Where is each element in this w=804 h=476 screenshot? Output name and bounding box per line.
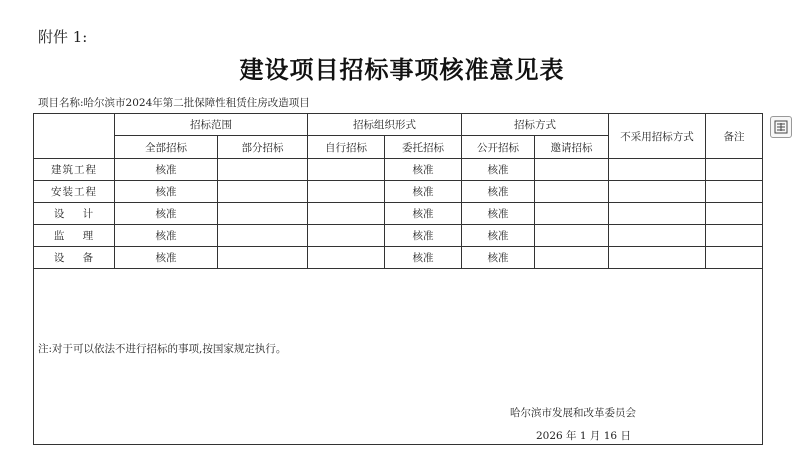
table-cell: 核准 [115, 181, 218, 203]
table-cell [308, 181, 385, 203]
note-text: 注:对于可以依法不进行招标的事项,按国家规定执行。 [38, 343, 287, 355]
table-row [34, 225, 763, 247]
row-label: 监 理 [34, 225, 115, 247]
table-cell [535, 247, 609, 269]
table-cell [308, 247, 385, 269]
header-organization: 招标组织形式 [308, 114, 462, 136]
header-remarks: 备注 [706, 114, 763, 159]
subheader-invited: 邀请招标 [535, 136, 609, 159]
row-label: 设 计 [34, 203, 115, 225]
table-row [34, 247, 763, 269]
subheader-open: 公开招标 [462, 136, 535, 159]
table-cell [308, 225, 385, 247]
row-label: 安装工程 [34, 181, 115, 203]
subheader-full: 全部招标 [115, 136, 218, 159]
table-cell: 核准 [385, 181, 462, 203]
table-cell: 核准 [385, 203, 462, 225]
table-cell [218, 225, 308, 247]
table-cell: 核准 [115, 247, 218, 269]
header-scope: 招标范围 [115, 114, 308, 136]
table-cell [218, 203, 308, 225]
project-name-line: 项目名称:哈尔滨市2024年第二批保障性租赁住房改造项目 [38, 97, 310, 109]
document-title: 建设项目招标事项核准意见表 [239, 55, 565, 84]
table-cell [218, 159, 308, 181]
table-cell [706, 203, 763, 225]
table-cell: 核准 [462, 159, 535, 181]
table-cell [535, 225, 609, 247]
qr-scan-icon[interactable] [770, 116, 792, 138]
table-cell: 核准 [462, 181, 535, 203]
table-cell: 核准 [115, 203, 218, 225]
table-cell [609, 159, 706, 181]
table-cell: 核准 [115, 159, 218, 181]
row-label: 设 备 [34, 247, 115, 269]
table-cell: 核准 [385, 247, 462, 269]
sign-date: 2026 年 1 月 16 日 [536, 430, 631, 442]
header-method: 招标方式 [462, 114, 609, 136]
table-row [34, 159, 763, 181]
approval-table [33, 113, 763, 445]
table-cell [706, 181, 763, 203]
table-cell [609, 225, 706, 247]
table-cell [535, 203, 609, 225]
table-cell [706, 225, 763, 247]
table-cell: 核准 [115, 225, 218, 247]
subheader-entrusted: 委托招标 [385, 136, 462, 159]
table-cell: 核准 [385, 159, 462, 181]
table-cell [218, 181, 308, 203]
table-cell [706, 247, 763, 269]
table-cell [609, 203, 706, 225]
attachment-label: 附件 1: [38, 28, 88, 46]
table-cell [218, 247, 308, 269]
header-no-tender: 不采用招标方式 [609, 114, 706, 159]
table-cell [308, 159, 385, 181]
issuing-authority: 哈尔滨市发展和改革委员会 [510, 407, 636, 419]
table-cell: 核准 [462, 203, 535, 225]
table-row [34, 181, 763, 203]
table-cell [308, 203, 385, 225]
table-cell [609, 181, 706, 203]
table-cell: 核准 [385, 225, 462, 247]
table-cell [609, 247, 706, 269]
table-cell [535, 181, 609, 203]
table-cell [706, 159, 763, 181]
subheader-self: 自行招标 [308, 136, 385, 159]
notes-area [34, 269, 763, 445]
row-label: 建筑工程 [34, 159, 115, 181]
table-row [34, 203, 763, 225]
corner-cell [34, 114, 115, 159]
table-cell [535, 159, 609, 181]
subheader-partial: 部分招标 [218, 136, 308, 159]
table-cell: 核准 [462, 225, 535, 247]
table-cell: 核准 [462, 247, 535, 269]
